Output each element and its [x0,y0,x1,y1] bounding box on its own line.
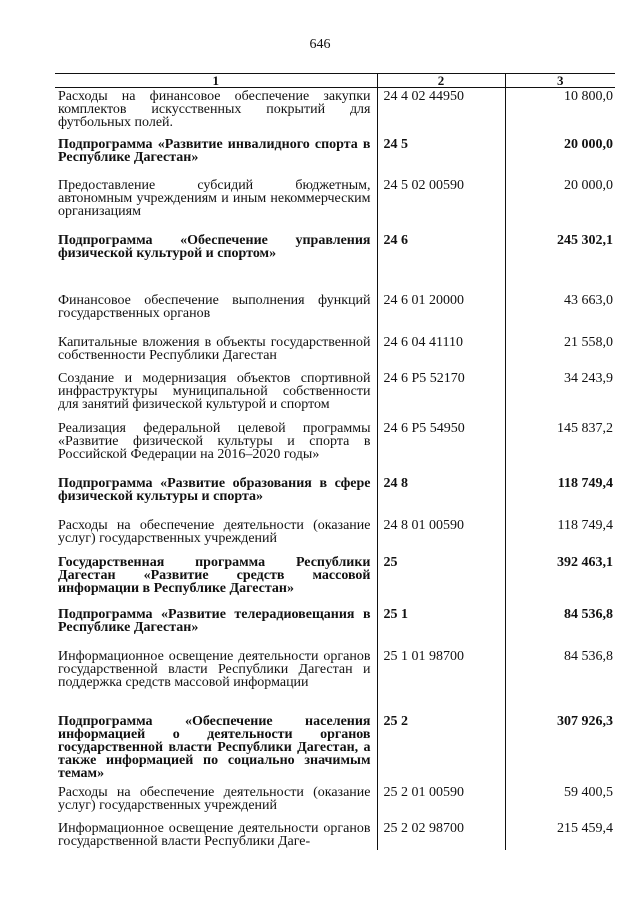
row-code: 25 2 02 98700 [377,820,505,850]
row-code: 24 6 [377,232,505,292]
row-amount: 34 243,9 [505,370,615,420]
table-row [55,648,615,713]
page-number: 646 [309,37,331,52]
row-amount: 145 837,2 [505,420,615,475]
row-description: Реализация федеральной целевой программы «Развитие физической культуры и спорта в Российской Федерации на 2016–2020 годы» [58,420,371,462]
row-amount: 84 536,8 [505,648,615,713]
row-code: 24 6 P5 52170 [377,370,505,420]
table-row [55,713,615,784]
column-header-2: 2 [377,74,505,88]
table-row [55,554,615,606]
budget-table [55,73,615,850]
row-amount: 392 463,1 [505,554,615,606]
table-row [55,232,615,292]
row-description: Подпрограмма «Развитие телерадиовещания в Республике Дагестан» [58,606,371,635]
row-description: Предоставление субсидий бюджетным, автономным учреждениям и иным некоммерческим организациям [58,177,371,219]
row-code: 24 6 P5 54950 [377,420,505,475]
row-description: Информационное освещение деятельности органов государственной власти Республики Дагестан и поддержка средств массовой информации [58,648,371,690]
row-description: Подпрограмма «Развитие образования в сфере физической культуры и спорта» [58,475,371,504]
row-amount: 215 459,4 [505,820,615,850]
row-amount: 20 000,0 [505,136,615,177]
table-row [55,370,615,420]
row-amount: 10 800,0 [505,88,615,136]
table-row [55,475,615,517]
table-row [55,292,615,334]
row-code: 24 6 04 41110 [377,334,505,370]
row-description: Государственная программа Республики Дагестан «Развитие средств массовой информации в Республике Дагестан» [58,554,371,596]
column-header-3: 3 [505,74,615,88]
table-row [55,177,615,232]
row-code: 24 6 01 20000 [377,292,505,334]
row-description: Капитальные вложения в объекты государственной собственности Республики Дагестан [58,334,371,363]
row-code: 25 [377,554,505,606]
row-amount: 118 749,4 [505,517,615,554]
row-description: Создание и модернизация объектов спортивной инфраструктуры муниципальной собственности для занятий физической культурой и спортом [58,370,371,412]
row-amount: 307 926,3 [505,713,615,784]
row-code: 25 2 [377,713,505,784]
column-header-1: 1 [55,74,377,88]
row-description: Подпрограмма «Обеспечение управления физической культурой и спортом» [58,232,371,261]
row-amount: 245 302,1 [505,232,615,292]
table-row [55,606,615,648]
row-code: 24 5 [377,136,505,177]
row-code: 25 1 [377,606,505,648]
row-code: 24 8 [377,475,505,517]
row-code: 25 1 01 98700 [377,648,505,713]
row-code: 24 8 01 00590 [377,517,505,554]
row-amount: 21 558,0 [505,334,615,370]
table-row [55,136,615,177]
row-code: 24 5 02 00590 [377,177,505,232]
row-amount: 20 000,0 [505,177,615,232]
row-description: Подпрограмма «Развитие инвалидного спорта в Республике Дагестан» [58,136,371,165]
row-description: Информационное освещение деятельности органов государственной власти Республики Даге- [58,820,371,849]
row-amount: 84 536,8 [505,606,615,648]
row-description: Подпрограмма «Обеспечение населения информацией о деятельности органов государственной власти Республики Дагестан, а также информацией по социально значимым темам» [58,713,371,781]
table-row [55,820,615,850]
row-amount: 59 400,5 [505,784,615,820]
row-amount: 118 749,4 [505,475,615,517]
table-row [55,784,615,820]
row-amount: 43 663,0 [505,292,615,334]
row-code: 25 2 01 00590 [377,784,505,820]
row-description: Финансовое обеспечение выполнения функций государственных органов [58,292,371,321]
table-row [55,420,615,475]
table-body [55,88,615,850]
table-header-row [55,74,615,88]
table-row [55,517,615,554]
row-description: Расходы на обеспечение деятельности (оказание услуг) государственных учреждений [58,517,371,546]
row-code: 24 4 02 44950 [377,88,505,136]
row-description: Расходы на финансовое обеспечение закупки комплектов искусственных покрытий для футбольных полей. [58,89,371,130]
table-row [55,334,615,370]
row-description: Расходы на обеспечение деятельности (оказание услуг) государственных учреждений [58,784,371,813]
table-row [55,88,615,136]
